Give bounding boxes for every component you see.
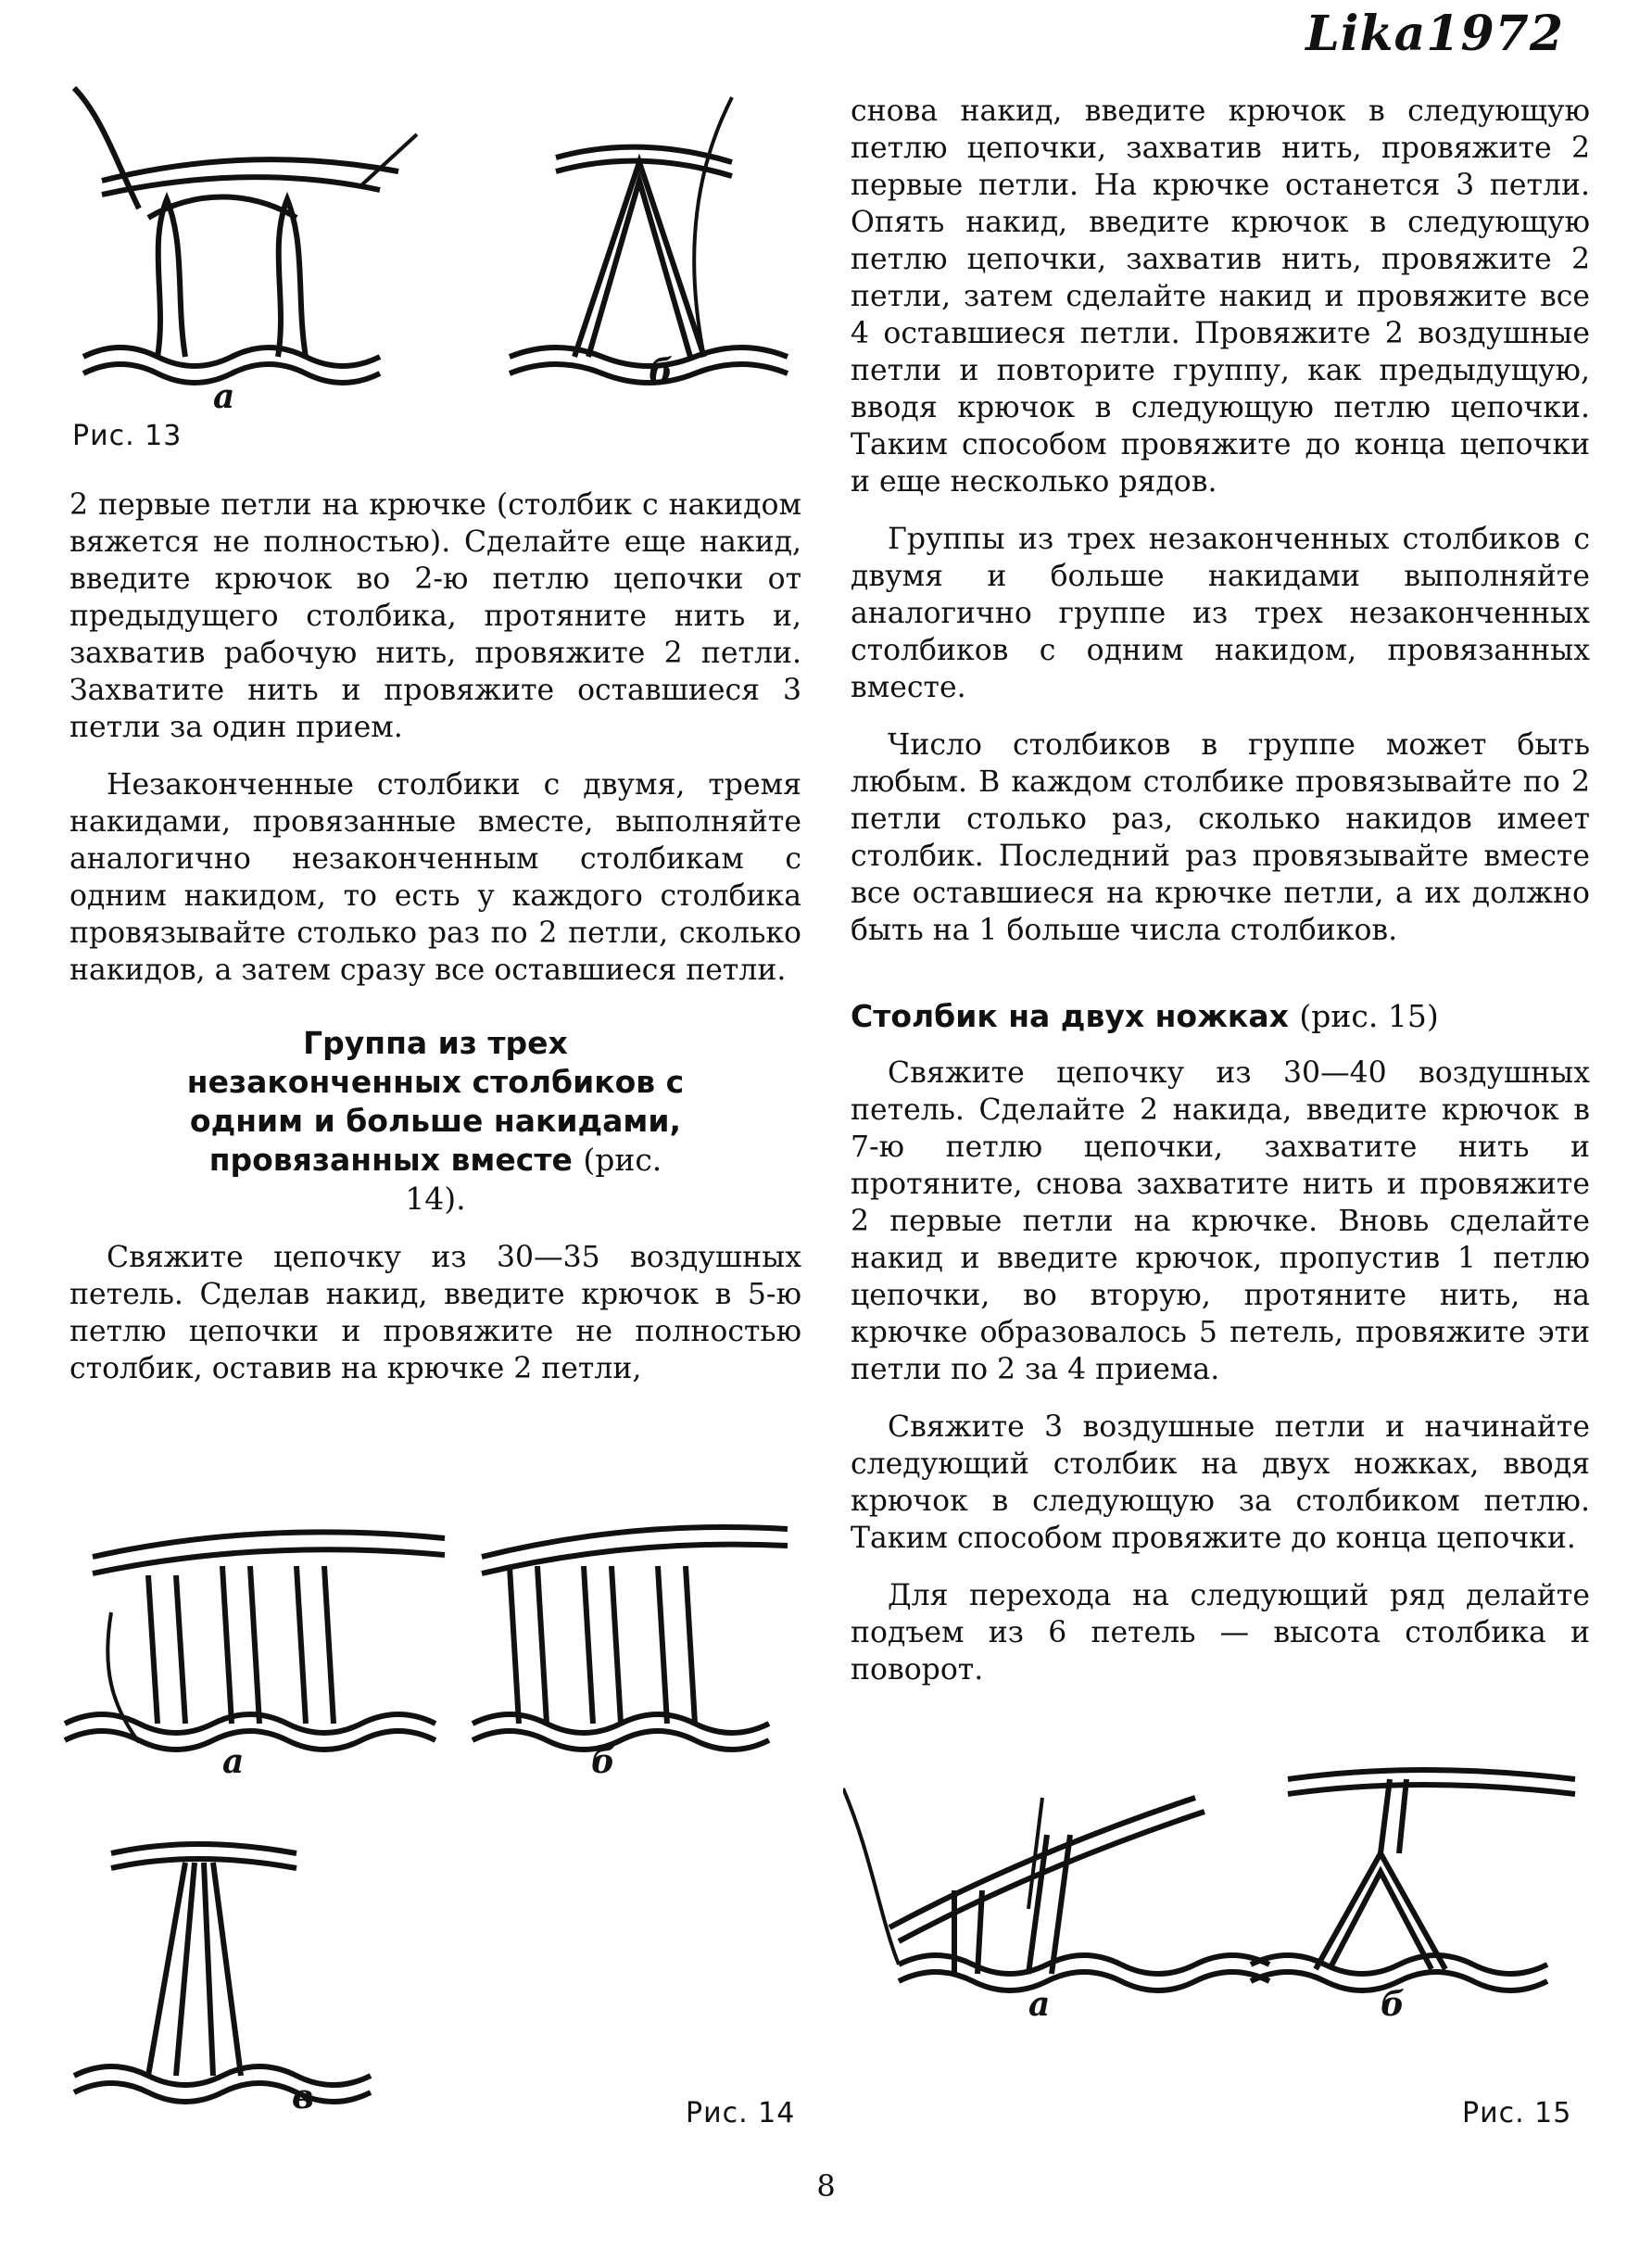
figure-15-drawing: [843, 1742, 1603, 2048]
page-number: 8: [816, 2168, 836, 2204]
figure-14-label-a: а: [222, 1742, 245, 1781]
figure-15: [843, 1742, 1603, 2048]
right-paragraph-1: снова накид, введите крючок в следующую петлю цепочки, захватив нить, провяжите 2 первые петли. На крючке останется 3 петли. Опять накид, введите крючок в следующую петлю цепочки, захватив нить, провяжите 2 петли, затем сделайте накид и провяжите все 4 оставшиеся петли. Провяжите 2 воздушные петли и повторите группу, как предыдущую, вводя крючок в следующую петлю цепочки. Таким способом провяжите до конца цепочки и еще несколько рядов.: [851, 95, 1590, 499]
watermark: Lika1972: [1305, 6, 1564, 62]
right-paragraph-5: Свяжите 3 воздушные петли и начинайте следующий столбик на двух ножках, вводя крючок в следующую за столбиком петлю. Таким способом провяжите до конца цепочки.: [851, 1410, 1590, 1555]
section-heading-fig14: [69, 1024, 801, 1219]
figure-15-label-a: а: [1028, 1985, 1051, 2024]
section-heading-fig14-title: Группа из трех незаконченных столбиков с одним и больше накидами, провязанных вместе: [186, 1025, 685, 1178]
figure-15-caption: Рис. 15: [1462, 2097, 1572, 2129]
left-paragraph-1: 2 первые петли на крючке (столбик с накидом вяжется не полностью). Сделайте еще накид, введите крючок во 2-ю петлю цепочки от предыдущего столбика, протяните нить и, захватив рабочую нить, провяжите 2 петли. Захватите нить и провяжите оставшиеся 3 петли за один прием.: [69, 488, 801, 744]
left-column: [69, 486, 801, 1408]
figure-13-caption: Рис. 13: [72, 420, 183, 452]
figure-14-label-c: в: [292, 2078, 314, 2116]
figure-13: [65, 79, 825, 416]
figure-13-drawing: [65, 79, 825, 412]
figure-14-caption: Рис. 14: [686, 2097, 796, 2129]
section-heading-fig15: [851, 997, 1590, 1036]
section-heading-fig15-ref: (рис. 15): [1299, 998, 1439, 1034]
figure-14: [56, 1464, 815, 2116]
figure-13-label-b: б: [649, 352, 673, 391]
right-paragraph-3: Число столбиков в группе может быть любым. В каждом столбике провязывайте по 2 петли столько раз, сколько накидов имеет столбик. Последний раз провязывайте вместе все оставшиеся на крючке петли, а их должно быть на 1 больше числа столбиков.: [851, 728, 1590, 947]
right-column: [851, 93, 1590, 1709]
right-paragraph-2: Группы из трех незаконченных столбиков с двумя и больше накидами выполняйте аналогично группе из трех незаконченных столбиков с одним накидом, провязанных вместе.: [851, 523, 1590, 704]
figure-15-label-b: б: [1381, 1985, 1405, 2024]
right-paragraph-4: Свяжите цепочку из 30—40 воздушных петель. Сделайте 2 накида, введите крючок в 7-ю петлю цепочки, захватите нить и протяните, снова захватите нить и провяжите 2 первые петли на крючке. Вновь сделайте накид и введите крючок, пропустив 1 петлю цепочки, во вторую, протяните нить, на крючке образовалось 5 петель, провяжите эти петли по 2 за 4 приема.: [851, 1056, 1590, 1386]
section-heading-fig14-ref: (рис. 14).: [405, 1142, 662, 1217]
right-paragraph-6: Для перехода на следующий ряд делайте подъем из 6 петель — высота столбика и поворот.: [851, 1579, 1590, 1687]
section-heading-fig15-title: Столбик на двух ножках: [851, 998, 1289, 1034]
left-paragraph-2: Незаконченные столбики с двумя, тремя накидами, провязанные вместе, выполняйте аналогично незаконченным столбикам с одним накидом, то есть у каждого столбика провязывайте столько раз по 2 петли, сколько накидов, а затем сразу все оставшиеся петли.: [69, 768, 801, 987]
figure-14-drawing: [56, 1464, 815, 2113]
figure-14-label-b: б: [591, 1742, 615, 1781]
left-paragraph-3: Свяжите цепочку из 30—35 воздушных петель. Сделав накид, введите крючок в 5-ю петлю цепочки и провяжите не полностью столбик, оставив на крючке 2 петли,: [69, 1241, 801, 1385]
figure-13-label-a: а: [213, 377, 235, 416]
